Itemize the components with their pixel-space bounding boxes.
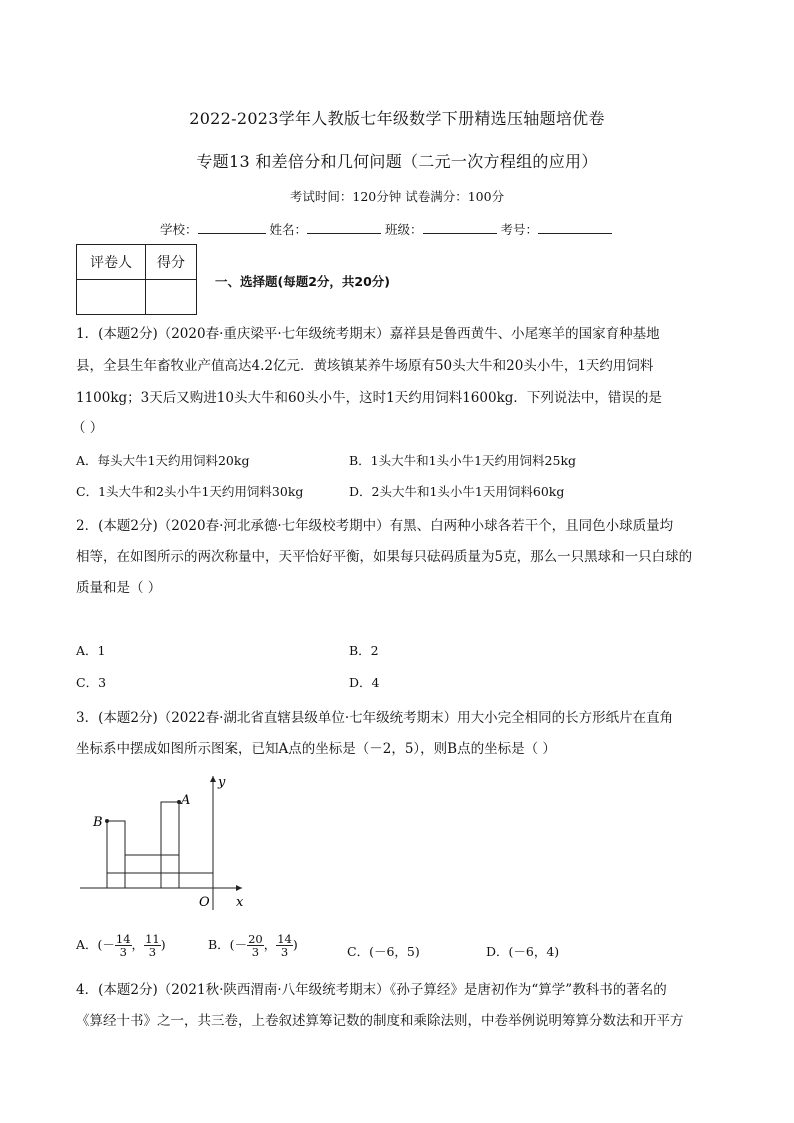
fraction: $\frac{20}{3}$	[248, 932, 263, 959]
class-field[interactable]	[423, 219, 497, 234]
rect-middle-horizontal	[125, 855, 179, 873]
q2-option-d[interactable]: D．4	[349, 675, 380, 690]
q1-option-d[interactable]: D．2头大牛和1头小牛1天用饲料60kg	[349, 484, 565, 499]
q1-option-c[interactable]: C．1头大牛和2头小牛1天约用饲料30kg	[76, 484, 304, 499]
name-field[interactable]	[307, 219, 381, 234]
fraction: $\frac{14}{3}$	[115, 932, 131, 959]
class-label: 班级：	[385, 222, 423, 237]
label-b: B	[93, 815, 103, 830]
q3-option-b[interactable]: B．(－ $\frac{20}{3}$ ， $\frac{14}{3}$ )	[208, 932, 298, 959]
label-a: A	[181, 793, 191, 808]
q3-option-c[interactable]: C．(－6，5)	[347, 944, 420, 959]
q2-line2: 相等，在如图所示的两次称量中，天平恰好平衡，如果每只砝码质量为5克，那么一只黑球和一只白球的	[76, 549, 693, 565]
rect-bottom-right	[161, 873, 213, 888]
q4-line1: 4．(本题2分)（2021秋·陕西渭南·八年级统考期末）《孙子算经》是唐初作为“算学”教科书的著名的	[76, 982, 667, 998]
rect-bottom-left	[107, 873, 161, 888]
point-b	[105, 819, 109, 823]
q4-line2: 《算经十书》之一，共三卷，上卷叙述算筹记数的制度和乘除法则，中卷举例说明筹算分数法和开平方	[76, 1013, 684, 1029]
q1-answer-bracket[interactable]: （ ）	[72, 420, 104, 436]
q2-option-b[interactable]: B．2	[349, 643, 379, 658]
q2-option-a[interactable]: A．1	[76, 643, 106, 658]
y-arrow-icon	[210, 776, 216, 782]
section-heading: 一、选择题(每题2分，共20分)	[215, 274, 391, 289]
q2-line1: 2．(本题2分)（2020春·河北承德·七年级校考期中）有黑、白两种小球各若干个，且同色小球质量均	[76, 518, 674, 534]
school-field[interactable]	[198, 219, 266, 234]
exam-info: 考试时间：120分钟 试卷满分：100分	[289, 189, 505, 204]
rect-right-vertical	[161, 802, 179, 888]
score-cell[interactable]	[146, 280, 197, 315]
score-box	[76, 244, 197, 315]
q2-line3: 质量和是（ ）	[76, 580, 162, 596]
rect-left-vertical	[107, 821, 125, 888]
q2-option-c[interactable]: C．3	[76, 675, 107, 690]
score-label: 得分	[146, 245, 197, 280]
exam-number-label: 考号：	[500, 222, 539, 237]
q1-line2: 县，全县生年畜牧业产值高达4.2亿元．黄垓镇某养牛场原有50头大牛和20头小牛，1天约用饲料	[76, 358, 654, 374]
q3-line1: 3．(本题2分)（2022春·湖北省直辖县级单位·七年级统考期末）用大小完全相同的长方形纸片在直角	[76, 710, 674, 726]
label-o: O	[199, 895, 210, 910]
q1-option-b[interactable]: B．1头大牛和1头小牛1天约用饲料25kg	[349, 453, 577, 468]
grader-cell[interactable]	[77, 280, 146, 315]
x-arrow-icon	[236, 885, 242, 891]
fraction: $\frac{11}{3}$	[145, 932, 160, 959]
q3-coordinate-figure	[70, 770, 250, 915]
school-label: 学校：	[160, 222, 198, 237]
page-title: 2022-2023学年人教版七年级数学下册精选压轴题培优卷	[189, 109, 605, 128]
q1-line3: 1100kg；3天后又购进10头大牛和60头小牛，这时1天约用饲料1600kg．下列说法中，错误的是	[76, 390, 662, 406]
q3-option-d[interactable]: D．(－6，4)	[486, 944, 560, 959]
grader-label: 评卷人	[77, 245, 146, 280]
label-y: y	[218, 775, 226, 790]
name-label: 姓名：	[269, 222, 308, 237]
q3-line2: 坐标系中摆成如图所示图案，已知A点的坐标是（－2，5），则B点的坐标是（ ）	[76, 741, 556, 757]
q1-option-a[interactable]: A．每头大牛1天约用饲料20kg	[76, 453, 250, 468]
student-info-fields	[160, 219, 612, 238]
exam-number-field[interactable]	[538, 219, 612, 234]
page-subtitle: 专题13 和差倍分和几何问题（二元一次方程组的应用）	[196, 152, 598, 171]
q1-line1: 1．(本题2分)（2020春·重庆梁平·七年级统考期末）嘉祥县是鲁西黄牛、小尾寒羊的国家育种基地	[76, 326, 660, 342]
q3-option-a[interactable]: A．(－ $\frac{14}{3}$ ， $\frac{11}{3}$ )	[76, 932, 166, 959]
fraction: $\frac{14}{3}$	[277, 932, 292, 959]
label-x: x	[236, 895, 244, 910]
